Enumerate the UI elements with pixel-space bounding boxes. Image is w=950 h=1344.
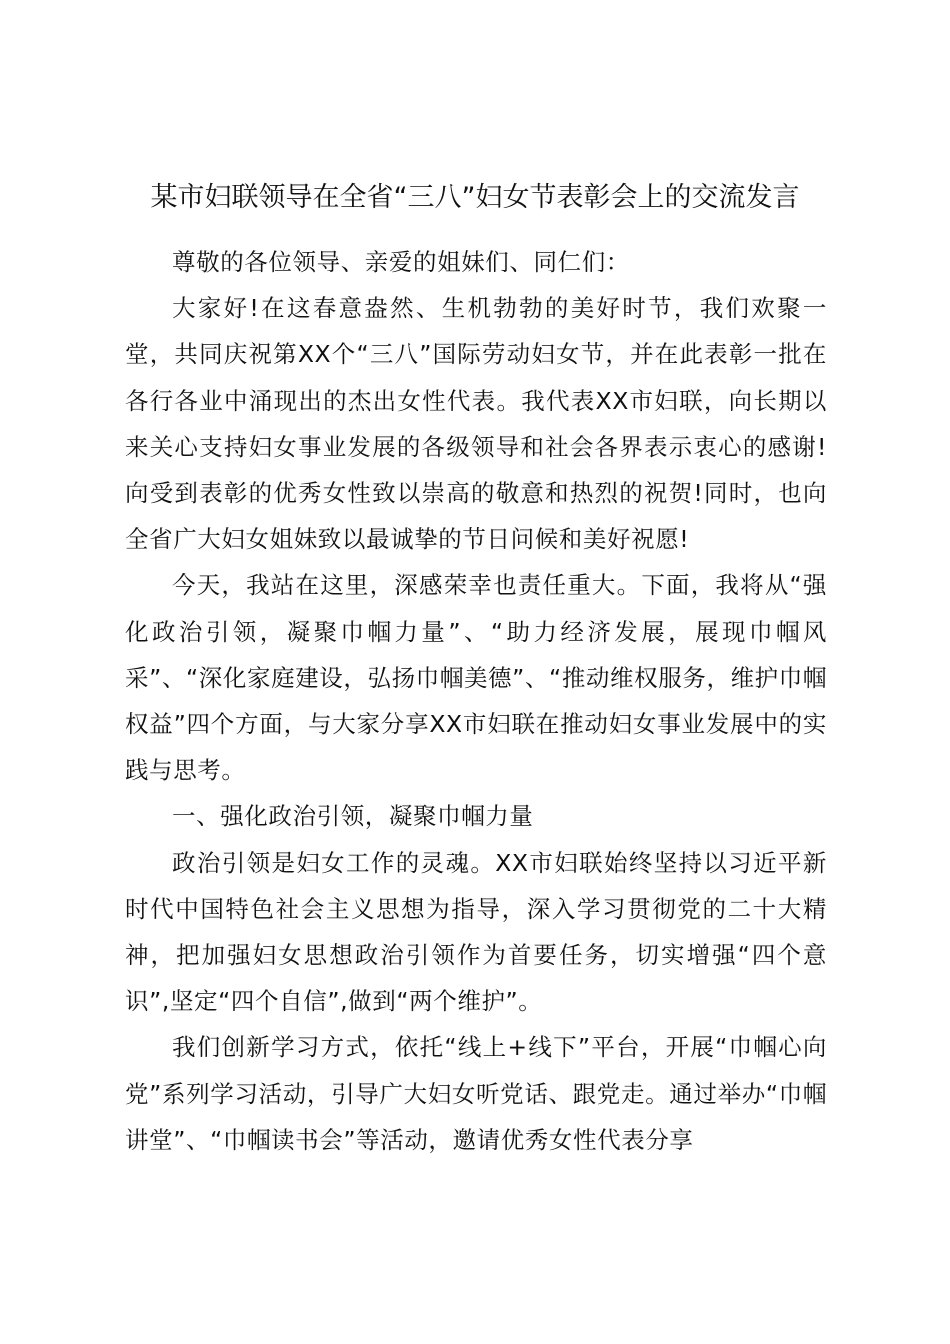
document-body — [125, 239, 827, 1163]
paragraph-section1-b: 我们创新学习方式，依托“线上+线下”平台，开展“巾帼心向党”系列学习活动，引导广大妇女听党话、跟党走。通过举办“巾帼讲堂”、“巾帼读书会”等活动，邀请优秀女性代表分享 — [125, 1033, 827, 1154]
document-title: 某市妇联领导在全省“三八”妇女节表彰会上的交流发言 — [150, 182, 800, 213]
section-heading-1: 一、强化政治引领，凝聚巾帼力量 — [172, 802, 534, 831]
paragraph-intro: 今天，我站在这里，深感荣幸也责任重大。下面，我将从“强化政治引领，凝聚巾帼力量”、“助力经济发展，展现巾帼风采”、“深化家庭建设，弘扬巾帼美德”、“推动维权服务，维护巾帼权益”四个方面，与大家分享XX市妇联在推动妇女事业发展中的实践与思考。 — [125, 571, 827, 785]
paragraph-section1-a: 政治引领是妇女工作的灵魂。XX市妇联始终坚持以习近平新时代中国特色社会主义思想为指导，深入学习贯彻党的二十大精神，把加强妇女思想政治引领作为首要任务，切实增强“四个意识”,坚定“四个自信”,做到“两个维护”。 — [125, 848, 827, 1016]
paragraph-greeting: 大家好!在这春意盎然、生机勃勃的美好时节，我们欢聚一堂，共同庆祝第XX个“三八”国际劳动妇女节，并在此表彰一批在各行各业中涌现出的杰出女性代表。我代表XX市妇联，向长期以来关心支持妇女事业发展的各级领导和社会各界表示衷心的感谢!向受到表彰的优秀女性致以崇高的敬意和热烈的祝贺!同时，也向全省广大妇女姐妹致以最诚挚的节日问候和美好祝愿! — [125, 294, 827, 554]
salutation: 尊敬的各位领导、亲爱的姐妹们、同仁们： — [172, 248, 630, 276]
